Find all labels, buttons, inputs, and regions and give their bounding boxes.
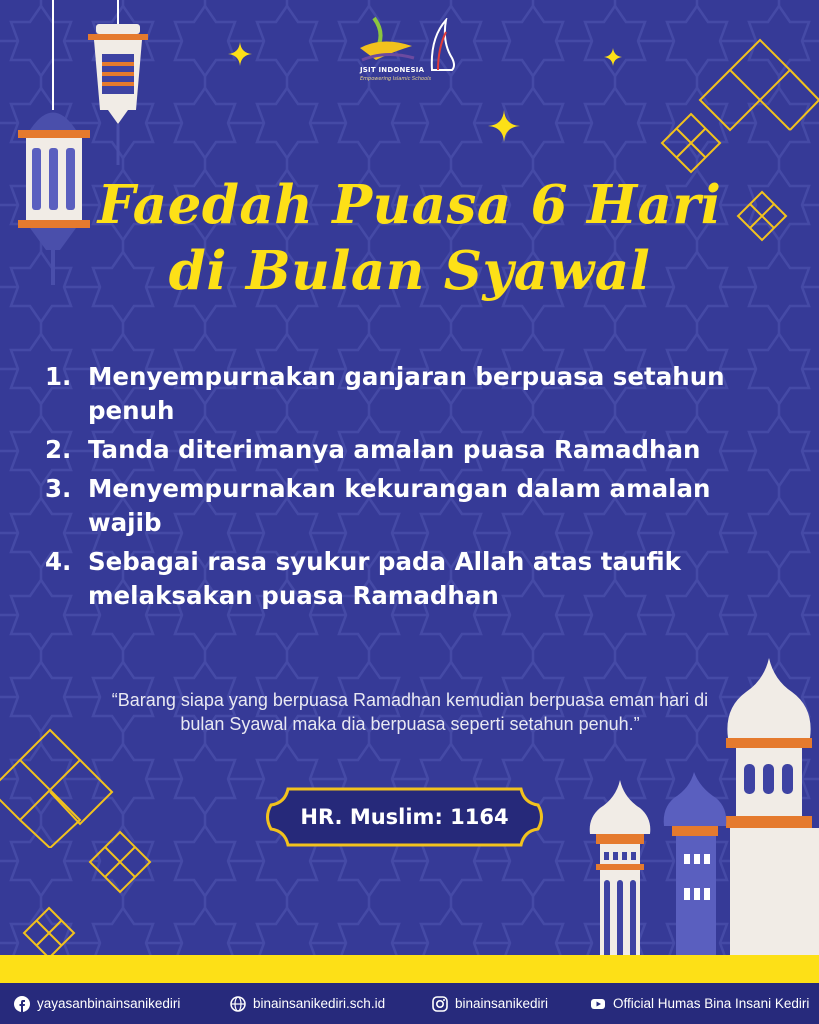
footer-website[interactable] bbox=[230, 983, 385, 1024]
star-icon bbox=[488, 110, 520, 142]
title-line-1: Faedah Puasa 6 Hari bbox=[97, 174, 722, 236]
list-item-number: 3. bbox=[45, 474, 72, 503]
list-item-text: Tanda diterimanya amalan puasa Ramadhan bbox=[88, 435, 701, 464]
list-item-number: 1. bbox=[45, 362, 72, 391]
facebook-icon bbox=[14, 996, 30, 1012]
source-badge-label: HR. Muslim: 1164 bbox=[300, 805, 509, 829]
star-icon bbox=[228, 42, 252, 66]
diamond-ornament-icon bbox=[22, 906, 76, 960]
list-item bbox=[45, 360, 765, 428]
list-item-number: 4. bbox=[45, 547, 72, 576]
diamond-ornament-icon bbox=[660, 112, 722, 174]
hadith-quote: “Barang siapa yang berpuasa Ramadhan kemudian berpuasa eman hari di bulan Syawal maka dia berpuasa seperti setahun penuh.” bbox=[111, 690, 709, 734]
diamond-ornament-icon bbox=[88, 830, 152, 894]
logos bbox=[352, 16, 464, 86]
list-item-text: Menyempurnakan ganjaran berpuasa setahun penuh bbox=[88, 362, 725, 425]
list-item-number: 2. bbox=[45, 435, 72, 464]
footer-website-label: binainsanikediri.sch.id bbox=[253, 996, 386, 1011]
list-item bbox=[45, 545, 765, 613]
globe-icon bbox=[230, 996, 246, 1012]
list-item bbox=[45, 433, 765, 467]
list-item-text: Menyempurnakan kekurangan dalam amalan wajib bbox=[88, 474, 711, 537]
instagram-icon bbox=[432, 996, 448, 1012]
source-badge bbox=[262, 787, 547, 847]
benefits-list bbox=[45, 360, 765, 618]
bina-insani-logo-icon bbox=[428, 18, 458, 72]
title-line-2: di Bulan Syawal bbox=[168, 240, 651, 302]
footer-stripe bbox=[0, 955, 819, 983]
footer-facebook[interactable] bbox=[14, 983, 180, 1024]
jsit-logo-label: JSIT INDONESIA bbox=[360, 66, 425, 74]
list-item bbox=[45, 472, 765, 540]
list-item-text: Sebagai rasa syukur pada Allah atas taufik melaksakan puasa Ramadhan bbox=[88, 547, 681, 610]
footer-facebook-label: yayasanbinainsanikediri bbox=[37, 996, 181, 1011]
footer-instagram-label: binainsanikediri bbox=[455, 996, 549, 1011]
footer bbox=[0, 983, 819, 1024]
footer-youtube[interactable] bbox=[590, 983, 809, 1024]
page-title bbox=[0, 172, 819, 304]
star-icon bbox=[604, 48, 622, 66]
jsit-logo-icon bbox=[356, 16, 416, 66]
footer-youtube-label: Official Humas Bina Insani Kediri bbox=[613, 996, 810, 1011]
footer-instagram[interactable] bbox=[432, 983, 548, 1024]
youtube-icon bbox=[590, 996, 606, 1012]
jsit-tagline: Empowering Islamic Schools bbox=[360, 76, 432, 82]
